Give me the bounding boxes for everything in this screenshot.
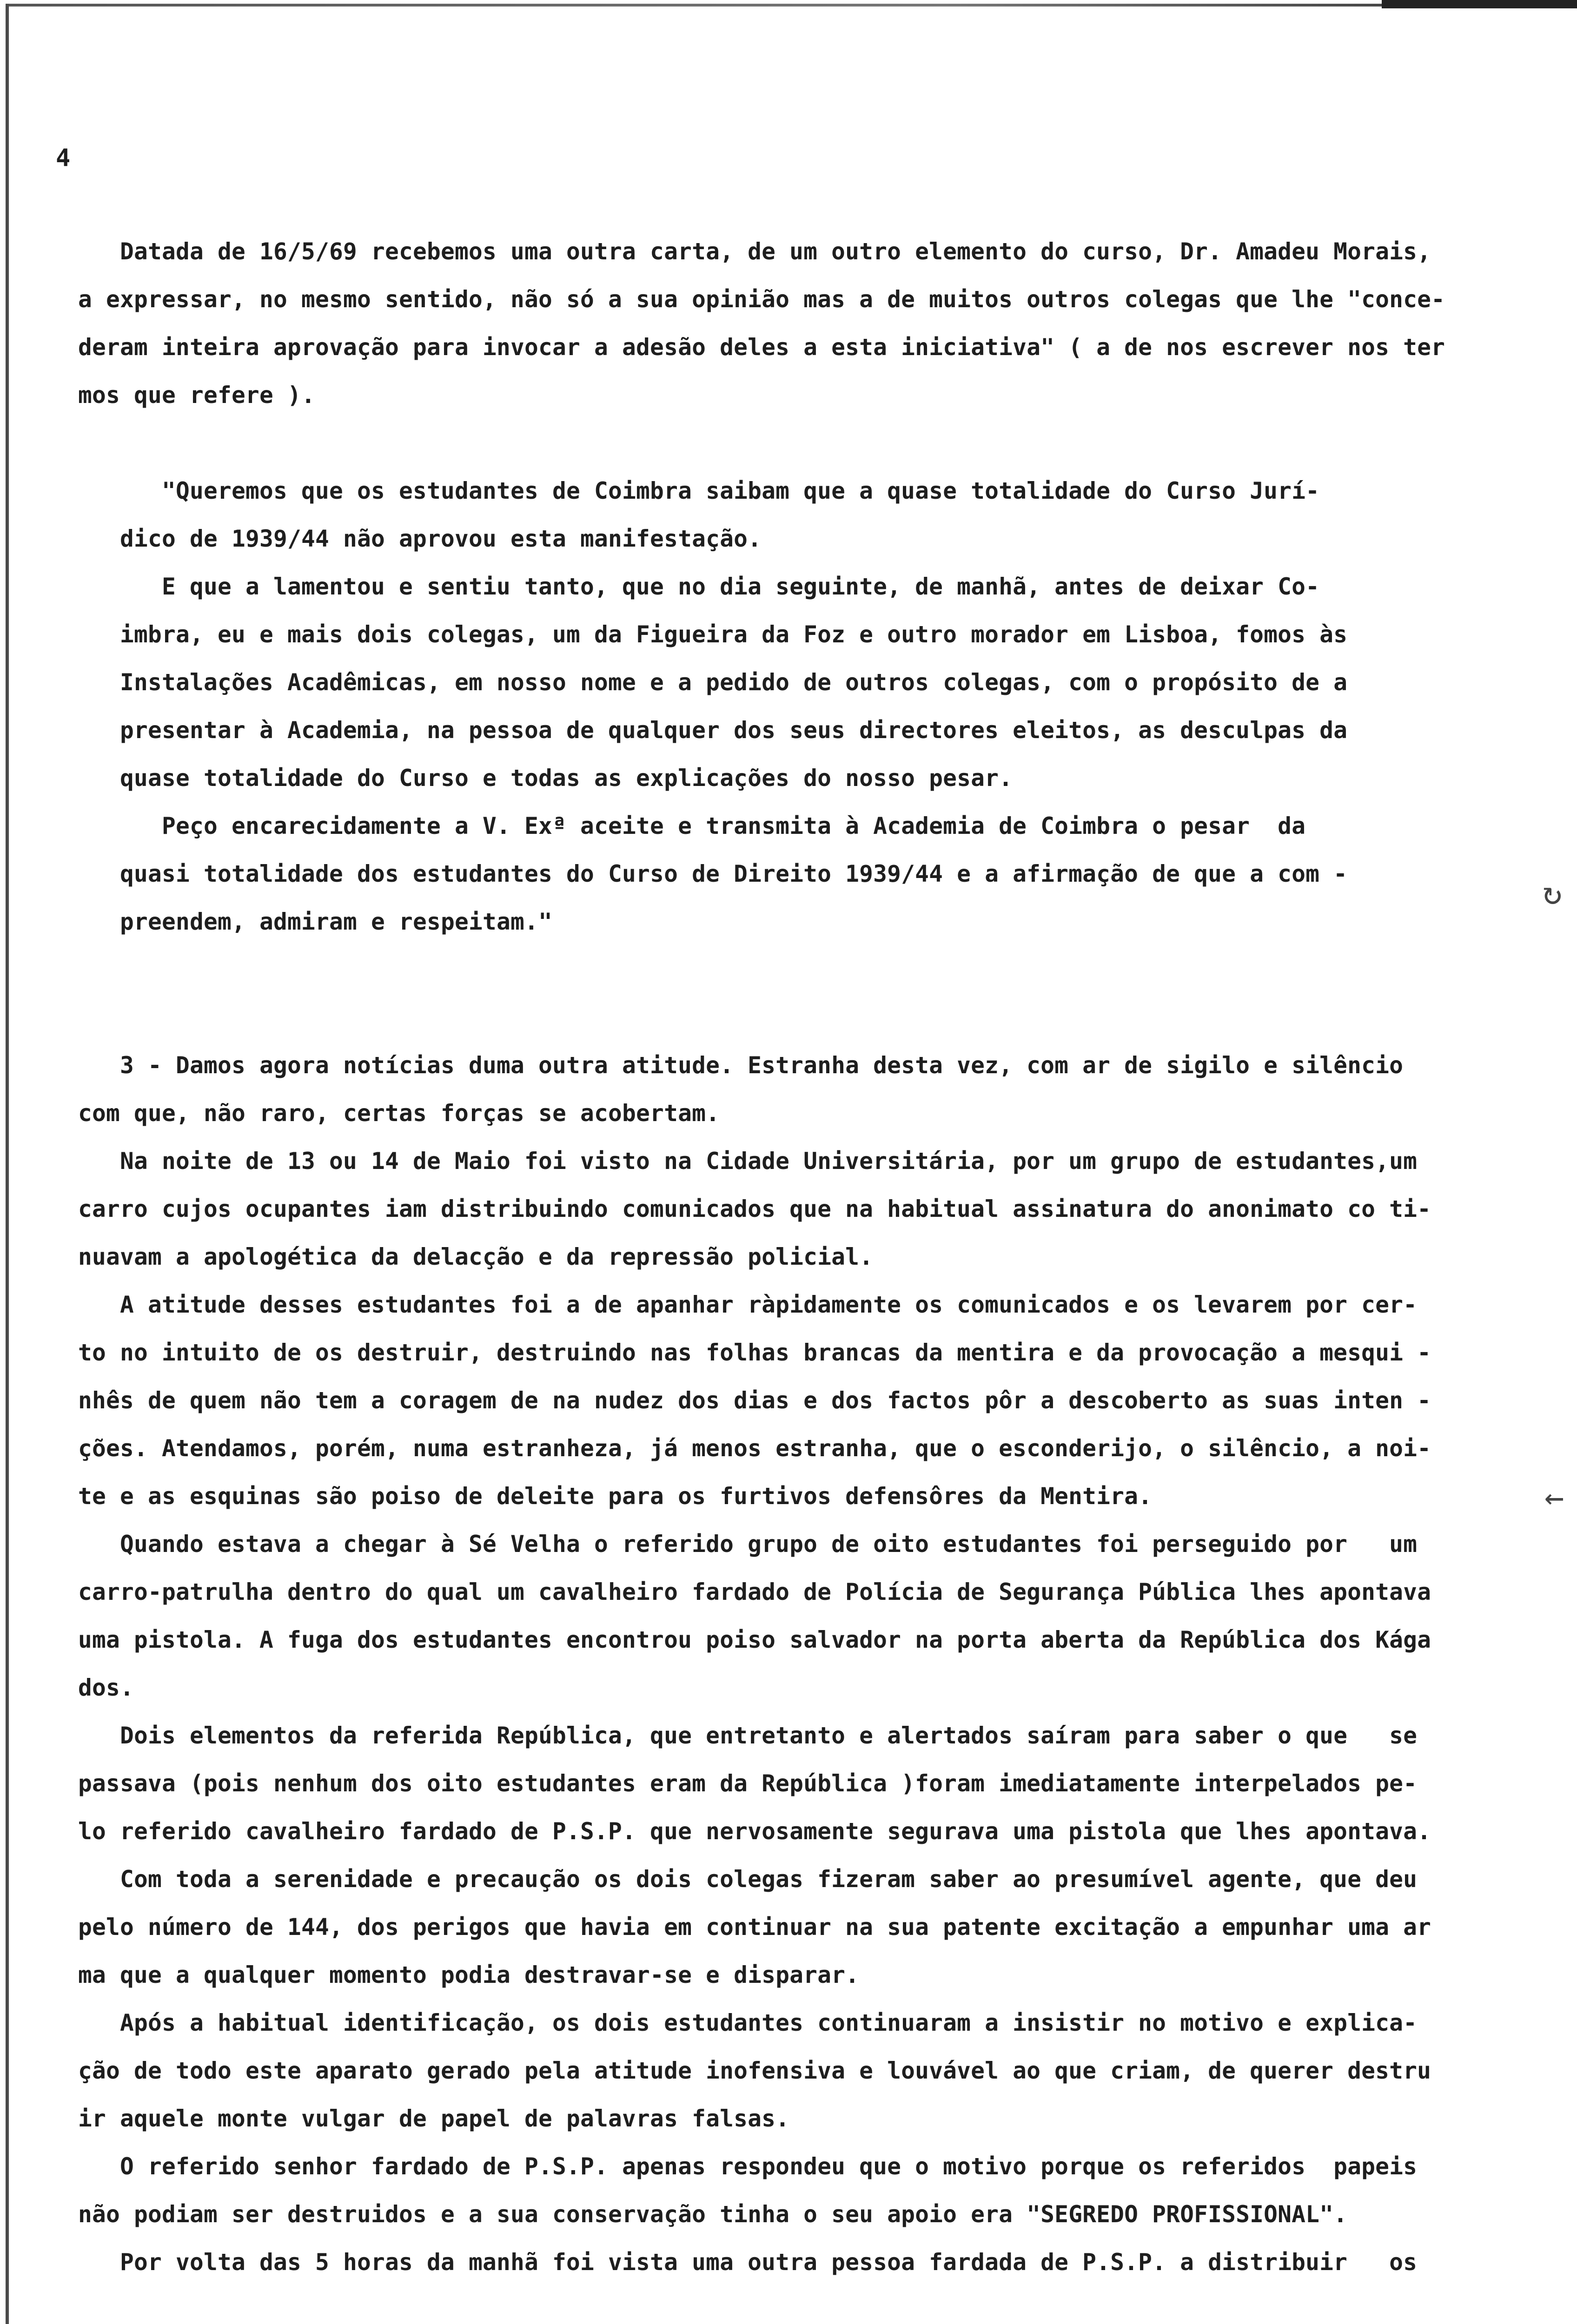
text-line: lo referido cavalheiro fardado de P.S.P. que nervosamente segurava uma pistola que lhes apontava. [78,1818,1431,1845]
text-line: Após a habitual identificação, os dois estudantes continuaram a insistir no motivo e explica- [78,2009,1418,2036]
text-line: to no intuito de os destruir, destruindo nas folhas brancas da mentira e da provocação a mesqui - [78,1339,1431,1366]
text-line: Peço encarecidamente a V. Exª aceite e transmita à Academia de Coimbra o pesar da [78,812,1306,839]
text-line: quase totalidade do Curso e todas as explicações do nosso pesar. [78,765,1013,792]
text-line: A atitude desses estudantes foi a de apanhar ràpidamente os comunicados e os levarem por cer- [78,1291,1418,1318]
text-line: Com toda a serenidade e precaução os dois colegas fizeram saber ao presumível agente, que deu [78,1866,1418,1893]
text-line: "Queremos que os estudantes de Coimbra saibam que a quase totalidade do Curso Jurí- [78,477,1320,504]
text-line: com que, não raro, certas forças se acobertam. [78,1100,720,1127]
text-line: ir aquele monte vulgar de papel de palavras falsas. [78,2105,790,2132]
text-line: quasi totalidade dos estudantes do Curso de Direito 1939/44 e a afirmação de que a com - [78,860,1348,887]
margin-scribble-mark: ↻ [1543,874,1563,912]
document-body [78,228,1491,2286]
text-line: E que a lamentou e sentiu tanto, que no dia seguinte, de manhã, antes de deixar Co- [78,573,1320,600]
text-line: uma pistola. A fuga dos estudantes encontrou poiso salvador na porta aberta da República dos Kága [78,1626,1431,1653]
page-top-edge [6,4,1572,7]
margin-scribble-mark: ← [1544,1478,1564,1516]
text-line: 3 - Damos agora notícias duma outra atitude. Estranha desta vez, com ar de sigilo e silêncio [78,1052,1404,1079]
text-line: Na noite de 13 ou 14 de Maio foi visto na Cidade Universitária, por um grupo de estudantes,um [78,1148,1418,1175]
page-top-right-edge [1382,0,1577,8]
text-line: carro cujos ocupantes iam distribuindo comunicados que na habitual assinatura do anonimato co ti- [78,1195,1431,1222]
text-line: imbra, eu e mais dois colegas, um da Figueira da Foz e outro morador em Lisboa, fomos às [78,621,1348,648]
text-line [78,419,1491,467]
text-line: presentar à Academia, na pessoa de qualquer dos seus directores eleitos, as desculpas da [78,717,1348,744]
text-line: pelo número de 144, dos perigos que havia em continuar na sua patente excitação a empunhar uma ar [78,1914,1431,1941]
text-line: Por volta das 5 horas da manhã foi vista uma outra pessoa fardada de P.S.P. a distribuir os [78,2249,1418,2276]
text-line: preendem, admiram e respeitam." [78,908,553,935]
page-number: 4 [56,144,71,172]
text-line: ma que a qualquer momento podia destravar-se e disparar. [78,1961,860,1988]
text-line: carro-patrulha dentro do qual um cavalheiro fardado de Polícia de Segurança Pública lhes apontava [78,1578,1431,1605]
text-line: ção de todo este aparato gerado pela atitude inofensiva e louvável ao que criam, de querer destru [78,2057,1431,2084]
text-line: deram inteira aprovação para invocar a adesão deles a esta iniciativa" ( a de nos escrever nos ter [78,334,1445,361]
text-line: ções. Atendamos, porém, numa estranheza, já menos estranha, que o esconderijo, o silêncio, a noi- [78,1435,1431,1462]
text-line [78,994,1491,1042]
text-line: Datada de 16/5/69 recebemos uma outra carta, de um outro elemento do curso, Dr. Amadeu Morais, [78,238,1431,265]
text-line: nuavam a apologética da delacção e da repressão policial. [78,1243,874,1270]
text-line: não podiam ser destruidos e a sua conservação tinha o seu apoio era "SEGREDO PROFISSIONAL". [78,2201,1348,2228]
text-line: Instalações Acadêmicas, em nosso nome e a pedido de outros colegas, com o propósito de a [78,669,1348,696]
text-line: mos que refere ). [78,382,316,409]
text-line: Quando estava a chegar à Sé Velha o referido grupo de oito estudantes foi perseguido por um [78,1531,1418,1558]
text-line: O referido senhor fardado de P.S.P. apenas respondeu que o motivo porque os referidos papeis [78,2153,1418,2180]
text-line: a expressar, no mesmo sentido, não só a sua opinião mas a de muitos outros colegas que lhe "conce- [78,286,1445,313]
text-line: dos. [78,1674,134,1701]
text-line: nhês de quem não tem a coragem de na nudez dos dias e dos factos pôr a descoberto as suas inten - [78,1387,1431,1414]
text-line: te e as esquinas são poiso de deleite para os furtivos defensôres da Mentira. [78,1483,1153,1510]
page-left-edge [6,4,9,2324]
text-line [78,946,1491,994]
text-line: Dois elementos da referida República, que entretanto e alertados saíram para saber o que se [78,1722,1418,1749]
text-line: passava (pois nenhum dos oito estudantes eram da República )foram imediatamente interpelados pe- [78,1770,1418,1797]
text-line: dico de 1939/44 não aprovou esta manifestação. [78,525,762,552]
